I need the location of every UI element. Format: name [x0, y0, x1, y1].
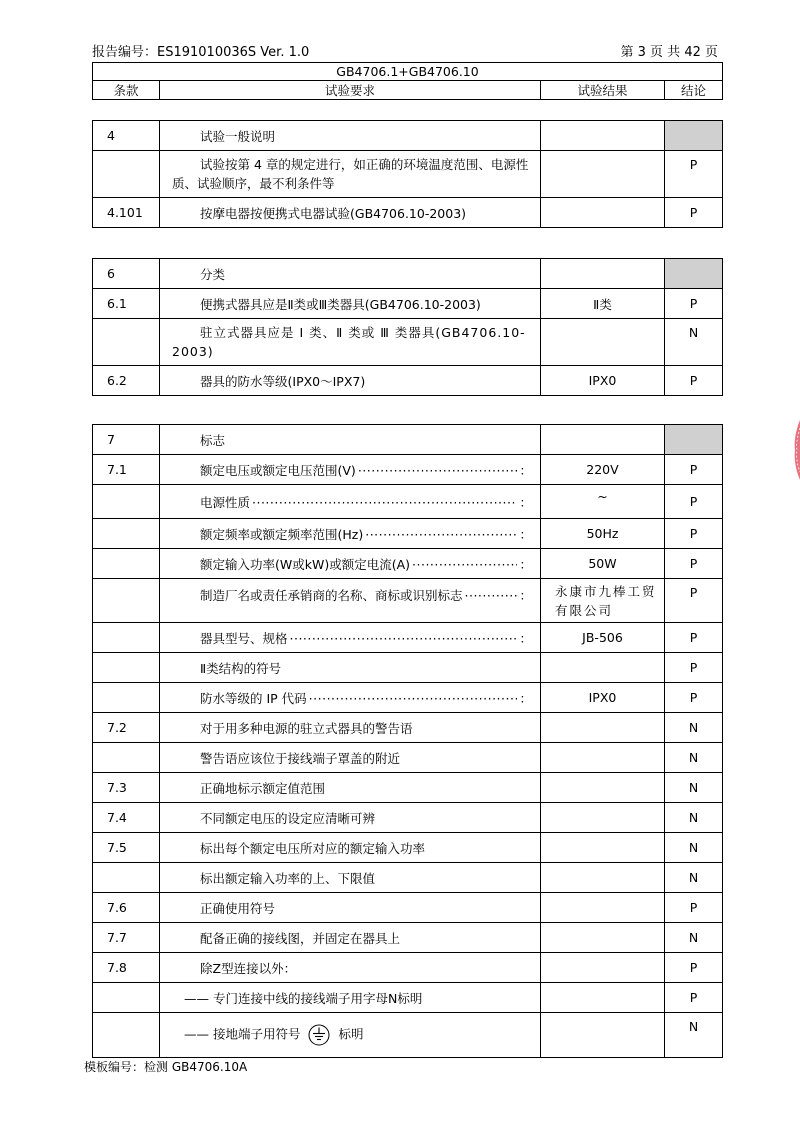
requirement-cell: 试验按第 4 章的规定进行，如正确的环境温度范围、电源性质、试验顺序，最不利条件等: [160, 151, 541, 198]
result-cell: IPX0: [541, 683, 665, 713]
table-row: [93, 713, 723, 743]
dot-leader: [290, 631, 518, 646]
clause-cell: 6.1: [93, 289, 160, 319]
section-4-table: [92, 120, 723, 228]
table-row: [93, 151, 723, 198]
requirement-cell: —— 专门连接中线的接线端子用字母N标明: [160, 983, 541, 1013]
verdict-cell: P: [665, 366, 723, 396]
table-row: [93, 121, 723, 151]
requirement-cell: 对于用多种电源的驻立式器具的警告语: [160, 713, 541, 743]
col-result-header: 试验结果: [541, 81, 665, 100]
table-row: [93, 549, 723, 579]
requirement-cell: Ⅱ类结构的符号: [160, 653, 541, 683]
col-conclusion-header: 结论: [665, 81, 723, 100]
dot-leader: [412, 557, 517, 572]
table-row: [93, 653, 723, 683]
table-row: [93, 289, 723, 319]
table-header: [92, 62, 723, 100]
section-title: 试验一般说明: [160, 121, 541, 151]
result-cell: IPX0: [541, 366, 665, 396]
table-row: [93, 455, 723, 485]
requirement-cell: 器具型号、规格 ····· ：: [160, 623, 541, 653]
table-row: [93, 198, 723, 228]
requirement-cell: 除Z型连接以外：: [160, 953, 541, 983]
clause-cell: 7.2: [93, 713, 160, 743]
section-title: 分类: [160, 259, 541, 289]
requirement-cell: 警告语应该位于接线端子罩盖的附近: [160, 743, 541, 773]
requirement-cell: 不同额定电压的设定应清晰可辨: [160, 803, 541, 833]
table-row: [93, 833, 723, 863]
earth-ground-icon: [308, 1024, 330, 1046]
clause-cell: 7.1: [93, 455, 160, 485]
dot-leader: [252, 495, 517, 510]
clause-cell: 7.3: [93, 773, 160, 803]
table-row: [93, 485, 723, 519]
clause-cell: 6.2: [93, 366, 160, 396]
gray-cell: [665, 425, 723, 455]
verdict-cell: N: [665, 773, 723, 803]
requirement-cell: 额定频率或额定频率范围(Hz) ····· ：: [160, 519, 541, 549]
table-row: [93, 623, 723, 653]
section-clause: 6: [93, 259, 160, 289]
verdict-cell: P: [665, 151, 723, 198]
requirement-cell: 驻立式器具应是 Ⅰ 类、Ⅱ 类或 Ⅲ 类器具(GB4706.10-2003): [160, 319, 541, 366]
section-6-table: [92, 258, 723, 396]
table-row: [93, 319, 723, 366]
standard-title: GB4706.1+GB4706.10: [93, 63, 723, 81]
requirement-cell: —— 接地端子用符号 标明: [160, 1013, 541, 1058]
gray-cell: [665, 121, 723, 151]
verdict-cell: P: [665, 455, 723, 485]
verdict-cell: P: [665, 485, 723, 519]
page-header: [92, 41, 718, 61]
verdict-cell: N: [665, 1013, 723, 1058]
result-cell: 50Hz: [541, 519, 665, 549]
verdict-cell: P: [665, 289, 723, 319]
result-cell: JB-506: [541, 623, 665, 653]
table-row: [93, 773, 723, 803]
requirement-cell: 按摩电器按便携式电器试验(GB4706.10-2003): [160, 198, 541, 228]
verdict-cell: N: [665, 743, 723, 773]
col-clause-header: 条款: [93, 81, 160, 100]
table-row: [93, 683, 723, 713]
requirement-cell: 额定电压或额定电压范围(V) ····· ：: [160, 455, 541, 485]
result-cell: 220V: [541, 455, 665, 485]
verdict-cell: P: [665, 983, 723, 1013]
verdict-cell: P: [665, 623, 723, 653]
page-number: 第 3 页 共 42 页: [620, 45, 718, 60]
requirement-cell: 标出额定输入功率的上、下限值: [160, 863, 541, 893]
verdict-cell: P: [665, 893, 723, 923]
dot-leader: [358, 463, 518, 478]
table-row: [93, 743, 723, 773]
verdict-cell: N: [665, 713, 723, 743]
gray-cell: [665, 259, 723, 289]
dot-leader: [309, 691, 518, 706]
clause-cell: 7.8: [93, 953, 160, 983]
clause-cell: 7.5: [93, 833, 160, 863]
requirement-cell: 标出每个额定电压所对应的额定输入功率: [160, 833, 541, 863]
table-row: [93, 425, 723, 455]
table-row: [93, 259, 723, 289]
requirement-cell: 器具的防水等级(IPX0～IPX7): [160, 366, 541, 396]
verdict-cell: N: [665, 863, 723, 893]
section-clause: 4: [93, 121, 160, 151]
requirement-cell: 正确使用符号: [160, 893, 541, 923]
requirement-cell: 配备正确的接线图，并固定在器具上: [160, 923, 541, 953]
requirement-cell: 防水等级的 IP 代码 ····· ：: [160, 683, 541, 713]
verdict-cell: P: [665, 683, 723, 713]
verdict-cell: P: [665, 519, 723, 549]
requirement-cell: 便携式器具应是Ⅱ类或Ⅲ类器具(GB4706.10-2003): [160, 289, 541, 319]
table-row: [93, 893, 723, 923]
verdict-cell: N: [665, 833, 723, 863]
table-row: [93, 366, 723, 396]
clause-cell: 7.7: [93, 923, 160, 953]
section-clause: 7: [93, 425, 160, 455]
table-row: [93, 1013, 723, 1058]
dot-leader: [465, 588, 518, 603]
result-cell: ~: [541, 485, 665, 519]
table-row: [93, 863, 723, 893]
table-row: [93, 983, 723, 1013]
result-cell: 永康市九棒工贸有限公司: [541, 579, 665, 623]
table-row: [93, 519, 723, 549]
requirement-cell: 电源性质 ····· ：: [160, 485, 541, 519]
report-number: 报告编号：ES191010036S Ver. 1.0: [92, 45, 310, 60]
requirement-cell: 额定输入功率(W或kW)或额定电流(A) ····· ：: [160, 549, 541, 579]
verdict-cell: P: [665, 953, 723, 983]
verdict-cell: P: [665, 653, 723, 683]
verdict-cell: N: [665, 319, 723, 366]
verdict-cell: N: [665, 923, 723, 953]
col-requirement-header: 试验要求: [160, 81, 541, 100]
result-cell: 50W: [541, 549, 665, 579]
verdict-cell: P: [665, 579, 723, 623]
clause-cell: 4.101: [93, 198, 160, 228]
clause-cell: 7.6: [93, 893, 160, 923]
footer-template-no: 模板编号：检测 GB4706.10A: [84, 1060, 248, 1074]
table-row: [93, 953, 723, 983]
requirement-cell: 制造厂名或责任承销商的名称、商标或识别标志 ····· ：: [160, 579, 541, 623]
table-row: [93, 579, 723, 623]
verdict-cell: P: [665, 198, 723, 228]
clause-cell: 7.4: [93, 803, 160, 833]
table-row: [93, 923, 723, 953]
section-title: 标志: [160, 425, 541, 455]
table-row: [93, 803, 723, 833]
requirement-cell: 正确地标示额定值范围: [160, 773, 541, 803]
verdict-cell: N: [665, 803, 723, 833]
dot-leader: [365, 527, 517, 542]
edge-stamp-mark: [794, 420, 800, 480]
result-cell: Ⅱ类: [541, 289, 665, 319]
section-7-table: [92, 424, 723, 1058]
verdict-cell: P: [665, 549, 723, 579]
